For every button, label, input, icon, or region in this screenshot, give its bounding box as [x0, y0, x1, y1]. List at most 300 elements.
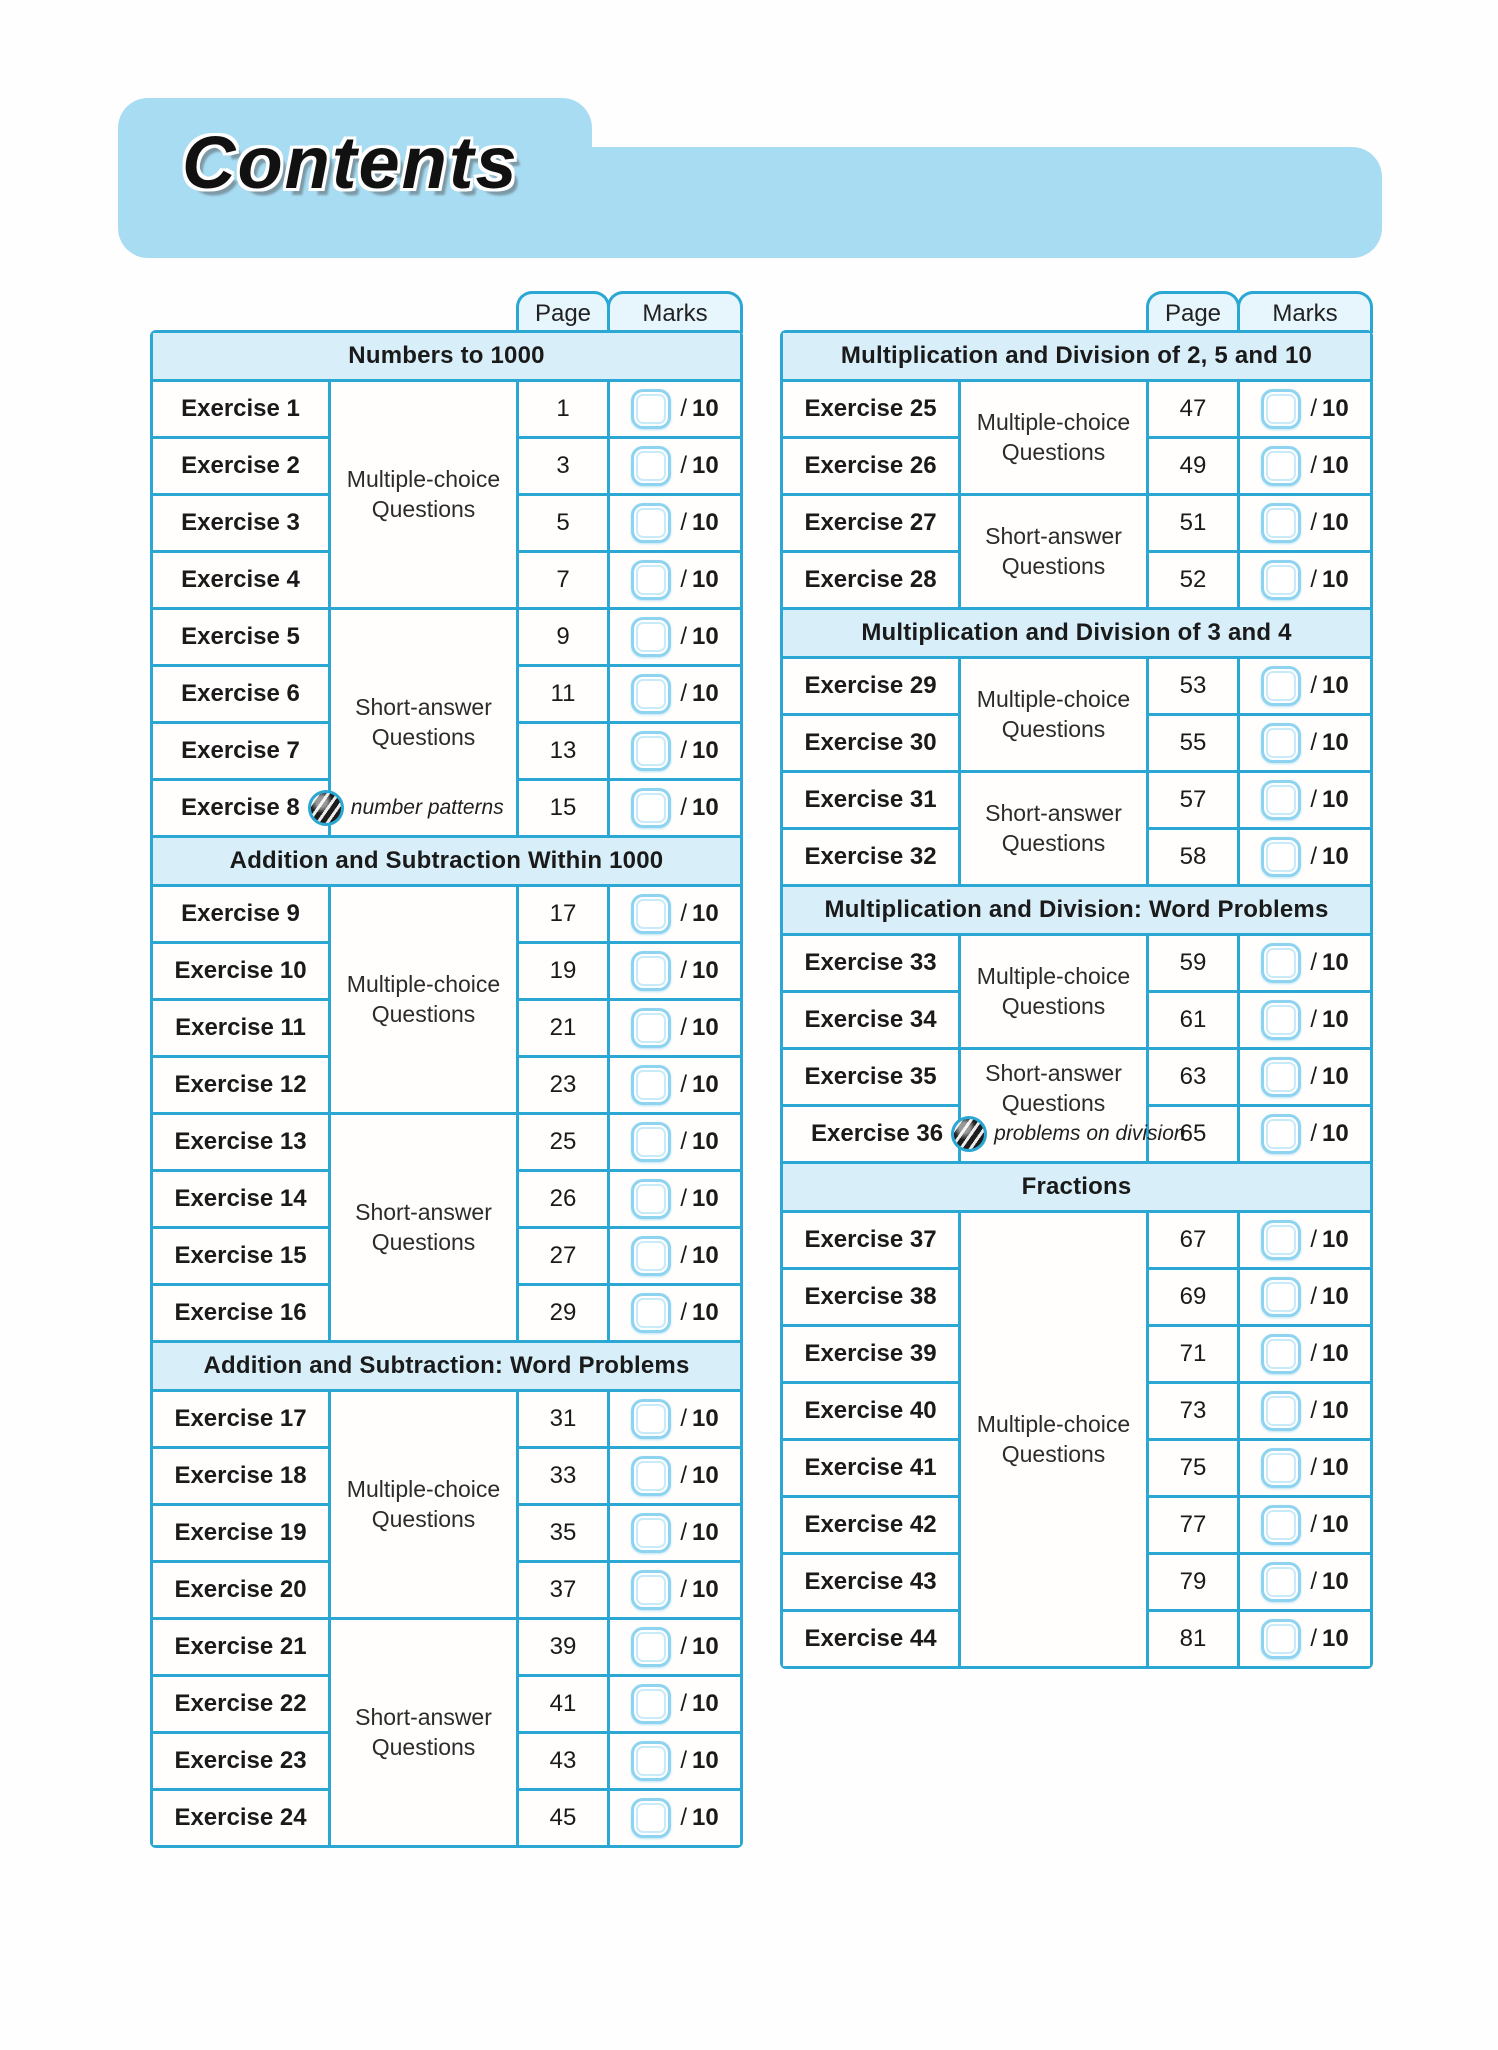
marks-denominator	[1310, 1568, 1348, 1596]
exercise-cell: Exercise 17	[153, 1392, 328, 1446]
marks-slash: /	[680, 1071, 687, 1098]
exercise-cell: Exercise 7	[153, 724, 328, 778]
marks-slash: /	[680, 1014, 687, 1041]
exercise-cell: Exercise 32	[783, 830, 958, 884]
marks-max-value: 10	[691, 509, 719, 536]
section-header: Multiplication and Division of 3 and 4	[783, 610, 1370, 656]
marks-slash: /	[680, 395, 687, 422]
marks-cell	[1240, 773, 1370, 827]
marks-slash: /	[1310, 1568, 1317, 1595]
marks-max-value: 10	[691, 452, 719, 479]
section-header: Numbers to 1000	[153, 333, 740, 379]
marks-denominator	[680, 509, 718, 537]
question-type-cell: Multiple-choice Questions	[961, 382, 1146, 493]
marks-entry-box	[631, 1627, 671, 1667]
marks-entry-box	[1261, 837, 1301, 877]
page-number-cell: 11	[519, 667, 607, 721]
marks-slash: /	[680, 900, 687, 927]
marks-slash: /	[680, 1242, 687, 1269]
page-number-cell: 33	[519, 1449, 607, 1503]
marks-max-value: 10	[1321, 1397, 1349, 1424]
marks-denominator	[680, 1576, 718, 1604]
marks-entry-box	[631, 1741, 671, 1781]
marks-column-header: Marks	[1237, 291, 1373, 333]
marks-max-value: 10	[1321, 452, 1349, 479]
marks-cell	[610, 1677, 740, 1731]
marks-entry-box	[631, 951, 671, 991]
marks-cell	[610, 1286, 740, 1340]
page-number-cell: 23	[519, 1058, 607, 1112]
marks-cell	[1240, 659, 1370, 713]
marks-denominator	[680, 957, 718, 985]
marks-cell	[1240, 439, 1370, 493]
exercise-cell: Exercise 24	[153, 1791, 328, 1845]
page-number-cell: 71	[1149, 1327, 1237, 1381]
marks-denominator	[680, 680, 718, 708]
marks-max-value: 10	[691, 1128, 719, 1155]
marks-denominator	[680, 1747, 718, 1775]
marks-max-value: 10	[691, 1690, 719, 1717]
marks-cell	[610, 1115, 740, 1169]
page-title: Contents	[182, 121, 519, 204]
exercise-cell: Exercise 39	[783, 1327, 958, 1381]
marks-max-value: 10	[691, 1185, 719, 1212]
marks-slash: /	[1310, 729, 1317, 756]
page-number-cell: 63	[1149, 1050, 1237, 1104]
marks-slash: /	[1310, 1006, 1317, 1033]
marks-denominator	[680, 1519, 718, 1547]
marks-entry-box	[1261, 1448, 1301, 1488]
marks-max-value: 10	[1321, 395, 1349, 422]
exercise-cell: Exercise 40	[783, 1384, 958, 1438]
marks-slash: /	[1310, 1340, 1317, 1367]
marks-max-value: 10	[1321, 1454, 1349, 1481]
exercise-cell: Exercise 37	[783, 1213, 958, 1267]
marks-max-value: 10	[1321, 1006, 1349, 1033]
page-number-cell: 61	[1149, 993, 1237, 1047]
marks-slash: /	[1310, 672, 1317, 699]
marks-cell	[610, 1449, 740, 1503]
marks-slash: /	[1310, 1226, 1317, 1253]
exercise-cell: Exercise 31	[783, 773, 958, 827]
marks-cell	[610, 553, 740, 607]
marks-cell	[610, 1058, 740, 1112]
marks-cell	[1240, 936, 1370, 990]
page-number-cell: 43	[519, 1734, 607, 1788]
marks-cell	[610, 724, 740, 778]
marks-slash: /	[680, 680, 687, 707]
marks-cell	[610, 1734, 740, 1788]
marks-cell	[610, 1563, 740, 1617]
marks-denominator	[680, 452, 718, 480]
page-number-cell: 81	[1149, 1612, 1237, 1666]
page-number-cell: 5	[519, 496, 607, 550]
marks-slash: /	[1310, 452, 1317, 479]
marks-cell	[610, 382, 740, 436]
marks-denominator	[680, 566, 718, 594]
marks-denominator	[1310, 1625, 1348, 1653]
marks-entry-box	[1261, 943, 1301, 983]
page-number-cell: 21	[519, 1001, 607, 1055]
exercise-cell: Exercise 2	[153, 439, 328, 493]
marks-denominator	[1310, 566, 1348, 594]
marks-max-value: 10	[1321, 1511, 1349, 1538]
marks-max-value: 10	[691, 623, 719, 650]
question-type-cell: Multiple-choice Questions	[331, 887, 516, 1112]
marks-entry-box	[631, 1293, 671, 1333]
marks-denominator	[1310, 509, 1348, 537]
exercise-cell: Exercise 44	[783, 1612, 958, 1666]
question-type-cell: Multiple-choice Questions	[961, 659, 1146, 770]
marks-denominator	[1310, 1063, 1348, 1091]
marks-cell	[1240, 496, 1370, 550]
marks-slash: /	[1310, 949, 1317, 976]
marks-entry-box	[631, 1570, 671, 1610]
marks-max-value: 10	[691, 957, 719, 984]
exercise-cell: Exercise 4	[153, 553, 328, 607]
marks-denominator	[680, 1405, 718, 1433]
marks-cell	[1240, 1498, 1370, 1552]
marks-max-value: 10	[1321, 1226, 1349, 1253]
page-number-cell: 73	[1149, 1384, 1237, 1438]
marks-entry-box	[631, 1513, 671, 1553]
marks-entry-box	[1261, 389, 1301, 429]
page-number-cell: 29	[519, 1286, 607, 1340]
marks-cell	[610, 610, 740, 664]
marks-entry-box	[631, 674, 671, 714]
marks-max-value: 10	[691, 566, 719, 593]
page-number-cell: 65	[1149, 1107, 1237, 1161]
marks-entry-box	[631, 1179, 671, 1219]
exercise-cell: Exercise 19	[153, 1506, 328, 1560]
page-number-cell: 67	[1149, 1213, 1237, 1267]
marks-slash: /	[1310, 786, 1317, 813]
marks-denominator	[680, 1804, 718, 1832]
marks-cell	[610, 1001, 740, 1055]
section-header: Addition and Subtraction: Word Problems	[153, 1343, 740, 1389]
page-number-cell: 57	[1149, 773, 1237, 827]
contents-table-left	[150, 330, 743, 1848]
exercise-cell: Exercise 14	[153, 1172, 328, 1226]
marks-denominator	[680, 623, 718, 651]
page-number-cell: 19	[519, 944, 607, 998]
marks-column-header: Marks	[607, 291, 743, 333]
marks-cell	[610, 1229, 740, 1283]
marks-entry-box	[1261, 1277, 1301, 1317]
marks-cell	[610, 1172, 740, 1226]
marks-slash: /	[680, 509, 687, 536]
section-header: Multiplication and Division of 2, 5 and 10	[783, 333, 1370, 379]
exercise-cell: Exercise 29	[783, 659, 958, 713]
page-number-cell: 51	[1149, 496, 1237, 550]
marks-entry-box	[631, 1684, 671, 1724]
page-number-cell: 53	[1149, 659, 1237, 713]
marks-entry-box	[1261, 780, 1301, 820]
marks-max-value: 10	[1321, 729, 1349, 756]
page-number-cell: 1	[519, 382, 607, 436]
marks-denominator	[1310, 786, 1348, 814]
page-number-cell: 31	[519, 1392, 607, 1446]
exercise-cell: Exercise 22	[153, 1677, 328, 1731]
marks-max-value: 10	[1321, 566, 1349, 593]
marks-max-value: 10	[691, 680, 719, 707]
marks-cell	[1240, 1384, 1370, 1438]
page-number-cell: 25	[519, 1115, 607, 1169]
marks-entry-box	[1261, 503, 1301, 543]
page-number-cell: 9	[519, 610, 607, 664]
marks-slash: /	[680, 1299, 687, 1326]
page-number-cell: 45	[519, 1791, 607, 1845]
exercise-cell: Exercise 42	[783, 1498, 958, 1552]
marks-cell	[1240, 553, 1370, 607]
marks-cell	[610, 1506, 740, 1560]
page-number-cell: 7	[519, 553, 607, 607]
marks-max-value: 10	[691, 900, 719, 927]
exercise-cell: Exercise 3	[153, 496, 328, 550]
marks-entry-box	[1261, 1391, 1301, 1431]
marks-slash: /	[680, 1185, 687, 1212]
challenge-ball-icon	[951, 1116, 987, 1152]
question-type-cell: Short-answer Questions	[961, 773, 1146, 884]
marks-slash: /	[680, 794, 687, 821]
marks-denominator	[680, 900, 718, 928]
marks-max-value: 10	[1321, 672, 1349, 699]
marks-entry-box	[1261, 1000, 1301, 1040]
marks-slash: /	[1310, 1063, 1317, 1090]
marks-entry-box	[1261, 560, 1301, 600]
marks-entry-box	[1261, 1334, 1301, 1374]
marks-max-value: 10	[1321, 843, 1349, 870]
marks-slash: /	[680, 1462, 687, 1489]
marks-entry-box	[631, 389, 671, 429]
marks-entry-box	[1261, 1114, 1301, 1154]
marks-slash: /	[1310, 1120, 1317, 1147]
page-number-cell: 35	[519, 1506, 607, 1560]
marks-denominator	[680, 1185, 718, 1213]
page-number-cell: 37	[519, 1563, 607, 1617]
marks-max-value: 10	[1321, 1283, 1349, 1310]
marks-entry-box	[631, 617, 671, 657]
marks-max-value: 10	[1321, 786, 1349, 813]
marks-entry-box	[631, 503, 671, 543]
marks-entry-box	[1261, 1562, 1301, 1602]
marks-cell	[1240, 830, 1370, 884]
marks-denominator	[1310, 1120, 1348, 1148]
question-type-cell: Multiple-choice Questions	[331, 382, 516, 607]
marks-denominator	[680, 1071, 718, 1099]
marks-cell	[610, 944, 740, 998]
question-type-cell: Short-answer Questions	[331, 1115, 516, 1340]
page-number-cell: 39	[519, 1620, 607, 1674]
marks-entry-box	[631, 894, 671, 934]
marks-max-value: 10	[691, 737, 719, 764]
question-type-cell: Short-answer Questions	[961, 496, 1146, 607]
marks-cell	[1240, 1612, 1370, 1666]
exercise-cell: Exercise 30	[783, 716, 958, 770]
exercise-label: Exercise 8	[181, 794, 300, 821]
marks-entry-box	[1261, 1619, 1301, 1659]
marks-entry-box	[631, 1008, 671, 1048]
marks-slash: /	[1310, 1625, 1317, 1652]
marks-cell	[610, 887, 740, 941]
marks-cell	[1240, 1327, 1370, 1381]
marks-slash: /	[680, 1128, 687, 1155]
exercise-cell: Exercise 1	[153, 382, 328, 436]
marks-cell	[610, 1620, 740, 1674]
section-header: Addition and Subtraction Within 1000	[153, 838, 740, 884]
marks-slash: /	[1310, 1397, 1317, 1424]
marks-entry-box	[631, 1065, 671, 1105]
marks-max-value: 10	[1321, 949, 1349, 976]
marks-slash: /	[680, 1747, 687, 1774]
page-number-cell: 41	[519, 1677, 607, 1731]
marks-denominator	[1310, 395, 1348, 423]
marks-slash: /	[680, 957, 687, 984]
marks-entry-box	[631, 788, 671, 828]
exercise-cell: Exercise 12	[153, 1058, 328, 1112]
marks-max-value: 10	[691, 1014, 719, 1041]
page-number-cell: 59	[1149, 936, 1237, 990]
exercise-cell: Exercise 35	[783, 1050, 958, 1104]
page-number-cell: 17	[519, 887, 607, 941]
exercise-cell	[153, 781, 504, 835]
page-number-cell: 15	[519, 781, 607, 835]
marks-slash: /	[1310, 395, 1317, 422]
marks-max-value: 10	[691, 1462, 719, 1489]
marks-slash: /	[680, 566, 687, 593]
marks-max-value: 10	[1321, 509, 1349, 536]
marks-slash: /	[1310, 1283, 1317, 1310]
header-banner-extension	[560, 147, 1382, 258]
marks-max-value: 10	[691, 1519, 719, 1546]
exercise-cell: Exercise 9	[153, 887, 328, 941]
marks-max-value: 10	[1321, 1063, 1349, 1090]
exercise-cell: Exercise 43	[783, 1555, 958, 1609]
marks-slash: /	[680, 1405, 687, 1432]
marks-cell	[1240, 993, 1370, 1047]
marks-slash: /	[680, 1804, 687, 1831]
marks-entry-box	[1261, 1057, 1301, 1097]
page-number-cell: 55	[1149, 716, 1237, 770]
marks-max-value: 10	[691, 1747, 719, 1774]
marks-denominator	[1310, 672, 1348, 700]
marks-max-value: 10	[691, 1242, 719, 1269]
page-number-cell: 13	[519, 724, 607, 778]
question-type-cell: Multiple-choice Questions	[961, 936, 1146, 1047]
marks-entry-box	[631, 1798, 671, 1838]
marks-slash: /	[680, 1690, 687, 1717]
marks-denominator	[1310, 729, 1348, 757]
page-number-cell: 75	[1149, 1441, 1237, 1495]
marks-entry-box	[631, 560, 671, 600]
question-type-cell: Multiple-choice Questions	[331, 1392, 516, 1617]
marks-cell	[1240, 1555, 1370, 1609]
marks-max-value: 10	[691, 1071, 719, 1098]
marks-denominator	[1310, 949, 1348, 977]
marks-denominator	[680, 1690, 718, 1718]
page-number-cell: 49	[1149, 439, 1237, 493]
marks-max-value: 10	[691, 794, 719, 821]
marks-cell	[1240, 716, 1370, 770]
exercise-label: Exercise 36	[811, 1120, 944, 1147]
marks-entry-box	[1261, 1220, 1301, 1260]
marks-entry-box	[631, 446, 671, 486]
challenge-ball-icon	[308, 790, 344, 826]
marks-denominator	[680, 1242, 718, 1270]
marks-cell	[610, 496, 740, 550]
question-type-cell: Multiple-choice Questions	[961, 1213, 1146, 1666]
marks-slash: /	[1310, 509, 1317, 536]
marks-cell	[610, 781, 740, 835]
page-number-cell: 3	[519, 439, 607, 493]
contents-table-right	[780, 330, 1373, 1669]
exercise-cell: Exercise 5	[153, 610, 328, 664]
exercise-cell: Exercise 21	[153, 1620, 328, 1674]
marks-denominator	[680, 1299, 718, 1327]
marks-denominator	[1310, 1511, 1348, 1539]
exercise-cell: Exercise 15	[153, 1229, 328, 1283]
marks-max-value: 10	[691, 1576, 719, 1603]
exercise-cell: Exercise 18	[153, 1449, 328, 1503]
question-type-cell: Short-answer Questions	[331, 610, 516, 835]
exercise-cell: Exercise 28	[783, 553, 958, 607]
exercise-cell	[783, 1107, 1186, 1161]
marks-slash: /	[680, 1633, 687, 1660]
page-column-header: Page	[516, 291, 610, 333]
marks-max-value: 10	[691, 395, 719, 422]
marks-slash: /	[1310, 1454, 1317, 1481]
marks-denominator	[680, 1462, 718, 1490]
marks-slash: /	[680, 452, 687, 479]
marks-cell	[1240, 1213, 1370, 1267]
marks-entry-box	[1261, 723, 1301, 763]
marks-entry-box	[1261, 666, 1301, 706]
page-number-cell: 26	[519, 1172, 607, 1226]
page-number-cell: 69	[1149, 1270, 1237, 1324]
exercise-cell: Exercise 33	[783, 936, 958, 990]
marks-cell	[1240, 1441, 1370, 1495]
marks-entry-box	[631, 731, 671, 771]
marks-slash: /	[680, 1576, 687, 1603]
marks-denominator	[1310, 1283, 1348, 1311]
exercise-cell: Exercise 34	[783, 993, 958, 1047]
exercise-cell: Exercise 16	[153, 1286, 328, 1340]
marks-entry-box	[1261, 1505, 1301, 1545]
marks-denominator	[680, 794, 718, 822]
marks-max-value: 10	[1321, 1625, 1349, 1652]
page-number-cell: 52	[1149, 553, 1237, 607]
exercise-cell: Exercise 13	[153, 1115, 328, 1169]
marks-denominator	[680, 1014, 718, 1042]
page-number-cell: 79	[1149, 1555, 1237, 1609]
marks-slash: /	[680, 623, 687, 650]
marks-denominator	[1310, 1454, 1348, 1482]
marks-denominator	[1310, 1340, 1348, 1368]
marks-entry-box	[1261, 446, 1301, 486]
marks-denominator	[680, 737, 718, 765]
page-number-cell: 27	[519, 1229, 607, 1283]
marks-denominator	[680, 1128, 718, 1156]
marks-slash: /	[1310, 843, 1317, 870]
page-number-cell: 47	[1149, 382, 1237, 436]
marks-entry-box	[631, 1122, 671, 1162]
marks-cell	[610, 1392, 740, 1446]
marks-slash: /	[680, 737, 687, 764]
exercise-cell: Exercise 26	[783, 439, 958, 493]
exercise-cell: Exercise 41	[783, 1441, 958, 1495]
marks-max-value: 10	[691, 1804, 719, 1831]
marks-denominator	[680, 1633, 718, 1661]
